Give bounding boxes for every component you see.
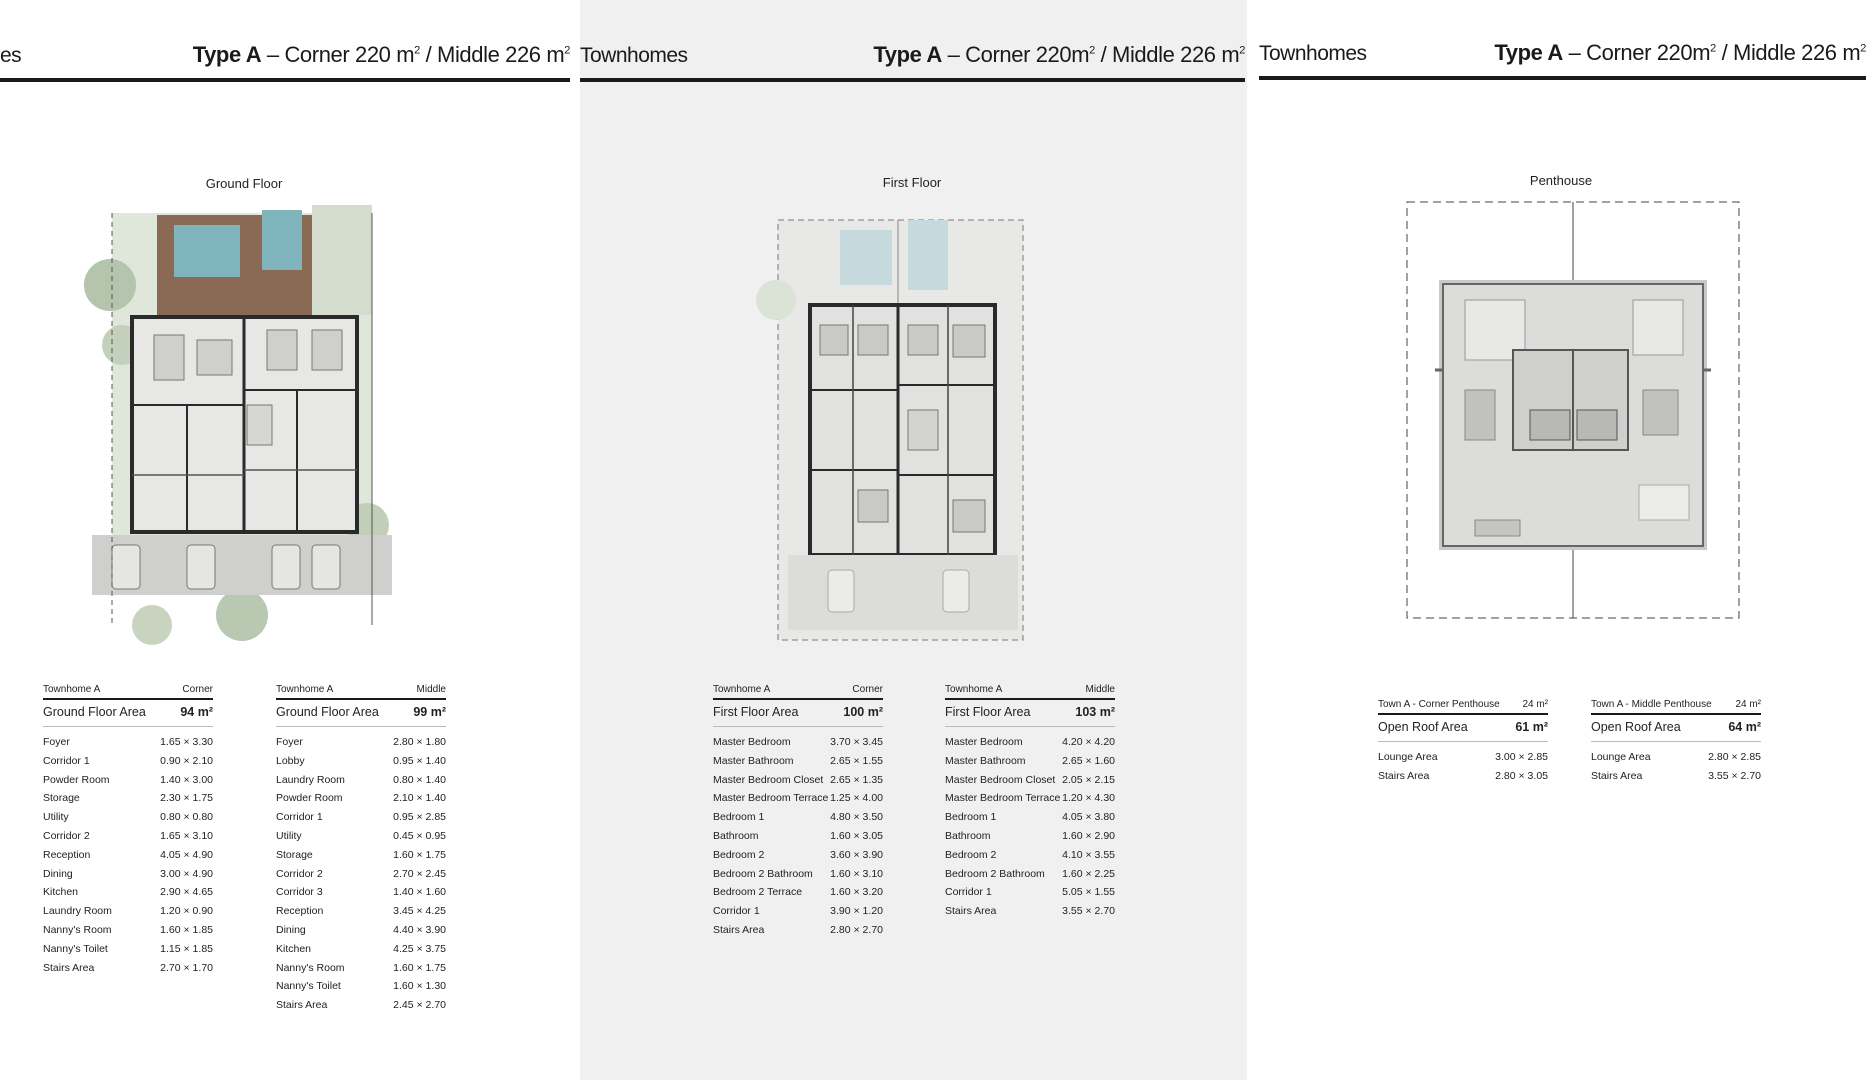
room-name: Kitchen bbox=[43, 886, 79, 899]
room-dimensions: 4.80 × 3.50 bbox=[830, 811, 883, 824]
room-dimensions: 2.05 × 2.15 bbox=[1062, 773, 1115, 786]
room-name: Powder Room bbox=[276, 792, 343, 805]
room-dimensions: 1.20 × 4.30 bbox=[1062, 792, 1115, 805]
room-dimensions: 1.15 × 1.85 bbox=[160, 942, 213, 955]
room-dimensions: 0.80 × 0.80 bbox=[160, 811, 213, 824]
room-dimensions: 1.60 × 3.05 bbox=[830, 829, 883, 842]
table-row bbox=[713, 808, 883, 827]
room-dimensions: 2.80 × 2.85 bbox=[1708, 751, 1761, 763]
spec-table-pent-corner: Town A - Corner Penthouse 24 m² Open Roof Area 61 m² Lounge Area 3.00 × 2.85 Stairs Area 2.80 × 3.05 bbox=[1378, 699, 1548, 786]
room-dimensions: 1.60 × 3.10 bbox=[830, 867, 883, 880]
table-row bbox=[276, 733, 446, 752]
room-name: Bathroom bbox=[945, 829, 991, 842]
room-name: Master Bedroom Terrace bbox=[945, 792, 1061, 805]
table-row bbox=[276, 752, 446, 771]
room-dimensions: 1.60 × 3.20 bbox=[830, 886, 883, 899]
spec-table-ground-corner: Townhome A Corner Ground Floor Area 94 m² Foyer 1.65 × 3.30 Corridor 1 0.90 × 2.10 Powder Room 1.40 × 3.00 Storage 2.30 × 1.75 Utility 0.80 × 0.80 Corridor 2 1.65 × 3.10 Reception 4.05 × 4.90 Dining 3.00 × 4.90 Kitchen 2.90 × 4.65 Laundry Room 1.20 × 0.90 Nanny's Room 1.60 × 1.85 Nanny's Toilet 1.15 × 1.85 Stairs Area 2.70 × 1.70 bbox=[43, 684, 213, 977]
room-dimensions: 3.55 × 2.70 bbox=[1708, 769, 1761, 782]
table-row bbox=[276, 940, 446, 959]
room-dimensions: 1.60 × 1.30 bbox=[393, 980, 446, 993]
ground-floor-plan bbox=[92, 205, 392, 650]
type-title: Type A – Corner $220m^2$ / Middle 226 $m^2$ bbox=[873, 42, 1245, 67]
room-dimensions: 1.65 × 3.10 bbox=[160, 829, 213, 842]
room-dimensions: 4.05 × 3.80 bbox=[1062, 811, 1115, 824]
ground-floor-panel bbox=[0, 0, 580, 1080]
table-row bbox=[713, 752, 883, 771]
penthouse-panel bbox=[1247, 0, 1866, 1080]
room-name: Lounge Area bbox=[1378, 751, 1438, 763]
room-name: Storage bbox=[43, 792, 80, 805]
page-header bbox=[1259, 38, 1866, 80]
room-name: Lounge Area bbox=[1591, 751, 1651, 763]
type-title: Type A – Corner 220 $m^2$ / Middle 226 $m^2$ bbox=[192, 42, 570, 67]
room-dimensions: 2.70 × 2.45 bbox=[393, 867, 446, 880]
room-dimensions: 1.65 × 3.30 bbox=[160, 736, 213, 748]
spec-table-ground-middle: Townhome A Middle Ground Floor Area 99 m² Foyer 2.80 × 1.80 Lobby 0.95 × 1.40 Laundry Room 0.80 × 1.40 Powder Room 2.10 × 1.40 Corridor 1 0.95 × 2.85 Utility 0.45 × 0.95 Storage 1.60 × 1.75 Corridor 2 2.70 × 2.45 Corridor 3 1.40 × 1.60 Reception 3.45 × 4.25 Dining 4.40 × 3.90 Kitchen 4.25 × 3.75 Nanny's Room 1.60 × 1.75 Nanny's Toilet 1.60 × 1.30 Stairs Area 2.45 × 2.70 bbox=[276, 684, 446, 1015]
room-name: Nanny's Room bbox=[43, 923, 112, 936]
room-name: Master Bedroom Closet bbox=[713, 773, 824, 786]
table-row bbox=[276, 977, 446, 996]
room-name: Stairs Area bbox=[276, 999, 328, 1012]
room-name: Kitchen bbox=[276, 942, 312, 955]
room-dimensions: 4.40 × 3.90 bbox=[393, 923, 446, 936]
room-name: Nanny's Toilet bbox=[276, 980, 341, 993]
room-dimensions: 2.10 × 1.40 bbox=[393, 792, 446, 805]
table-row bbox=[713, 921, 883, 940]
room-name: Bedroom 2 Terrace bbox=[713, 886, 803, 899]
room-dimensions: 1.25 × 4.00 bbox=[830, 792, 883, 805]
table-row bbox=[945, 865, 1115, 884]
table-row bbox=[276, 865, 446, 884]
plan-title: First Floor bbox=[882, 175, 942, 190]
room-name: Nanny's Toilet bbox=[43, 942, 108, 955]
plan-title: Ground Floor bbox=[205, 176, 283, 191]
table-row bbox=[945, 789, 1115, 808]
room-name: Dining bbox=[276, 923, 306, 936]
room-name: Laundry Room bbox=[276, 773, 345, 786]
room-name: Stairs Area bbox=[43, 961, 95, 974]
table-row bbox=[43, 865, 213, 884]
room-dimensions: 4.20 × 4.20 bbox=[1062, 736, 1115, 748]
room-dimensions: 3.60 × 3.90 bbox=[830, 848, 883, 861]
room-name: Bedroom 1 bbox=[945, 811, 997, 824]
room-dimensions: 1.60 × 2.90 bbox=[1062, 829, 1115, 842]
table-row bbox=[713, 789, 883, 808]
room-name: Corridor 2 bbox=[276, 867, 323, 880]
room-dimensions: 0.90 × 2.10 bbox=[160, 754, 213, 767]
table-row bbox=[713, 883, 883, 902]
first-floor-panel bbox=[580, 0, 1247, 1080]
table-row bbox=[713, 865, 883, 884]
room-name: Laundry Room bbox=[43, 905, 112, 918]
table-row bbox=[43, 940, 213, 959]
table-row bbox=[713, 846, 883, 865]
table-row bbox=[1591, 767, 1761, 786]
page-header bbox=[580, 40, 1245, 82]
table-row bbox=[945, 752, 1115, 771]
room-dimensions: 2.30 × 1.75 bbox=[160, 792, 213, 805]
table-row bbox=[276, 883, 446, 902]
room-dimensions: 2.65 × 1.60 bbox=[1062, 754, 1115, 767]
room-name: Powder Room bbox=[43, 773, 110, 786]
table-row bbox=[945, 733, 1115, 752]
room-dimensions: 0.80 × 1.40 bbox=[393, 773, 446, 786]
room-dimensions: 3.90 × 1.20 bbox=[830, 905, 883, 918]
room-dimensions: 1.60 × 2.25 bbox=[1062, 867, 1115, 880]
table-row bbox=[276, 846, 446, 865]
spec-table-pent-middle: Town A - Middle Penthouse 24 m² Open Roof Area 64 m² Lounge Area 2.80 × 2.85 Stairs Area 3.55 × 2.70 bbox=[1591, 699, 1761, 786]
room-name: Corridor 2 bbox=[43, 829, 90, 842]
table-row bbox=[276, 771, 446, 790]
room-name: Master Bathroom bbox=[945, 754, 1026, 767]
room-name: Stairs Area bbox=[1591, 769, 1643, 782]
page-header bbox=[0, 40, 570, 82]
room-dimensions: 3.00 × 4.90 bbox=[160, 867, 213, 880]
room-name: Corridor 1 bbox=[945, 886, 992, 899]
table-row bbox=[713, 771, 883, 790]
table-row bbox=[276, 789, 446, 808]
spec-table-first-middle: Townhome A Middle First Floor Area 103 m² Master Bedroom 4.20 × 4.20 Master Bathroom 2.65 × 1.60 Master Bedroom Closet 2.05 × 2.15 Master Bedroom Terrace 1.20 × 4.30 Bedroom 1 4.05 × 3.80 Bathroom 1.60 × 2.90 Bedroom 2 4.10 × 3.55 Bedroom 2 Bathroom 1.60 × 2.25 Corridor 1 5.05 × 1.55 Stairs Area 3.55 × 2.70 bbox=[945, 684, 1115, 921]
room-name: Corridor 1 bbox=[43, 754, 90, 767]
table-row bbox=[945, 771, 1115, 790]
room-name: Corridor 1 bbox=[276, 811, 323, 824]
room-dimensions: 2.90 × 4.65 bbox=[160, 886, 213, 899]
room-name: Bedroom 2 Bathroom bbox=[945, 867, 1045, 880]
room-dimensions: 0.45 × 0.95 bbox=[393, 829, 446, 842]
room-dimensions: 3.55 × 2.70 bbox=[1062, 905, 1115, 918]
table-row bbox=[43, 808, 213, 827]
table-row bbox=[43, 959, 213, 978]
penthouse-plan bbox=[1405, 200, 1745, 620]
plan-title: Penthouse bbox=[1529, 173, 1593, 188]
table-row bbox=[713, 733, 883, 752]
brand-label: Townhomes bbox=[1259, 42, 1367, 65]
table-row bbox=[945, 846, 1115, 865]
table-row bbox=[43, 789, 213, 808]
room-name: Master Bedroom bbox=[713, 736, 791, 748]
table-row bbox=[43, 846, 213, 865]
room-name: Bedroom 2 Bathroom bbox=[713, 867, 813, 880]
room-name: Storage bbox=[276, 848, 313, 861]
table-row bbox=[945, 883, 1115, 902]
room-name: Master Bedroom Closet bbox=[945, 773, 1056, 786]
room-dimensions: 2.45 × 2.70 bbox=[393, 999, 446, 1012]
table-row bbox=[43, 921, 213, 940]
table-row bbox=[945, 827, 1115, 846]
table-row bbox=[713, 827, 883, 846]
room-name: Reception bbox=[276, 905, 324, 918]
room-name: Utility bbox=[276, 829, 302, 842]
room-name: Foyer bbox=[43, 736, 70, 748]
table-row bbox=[276, 921, 446, 940]
spec-table-first-corner: Townhome A Corner First Floor Area 100 m² Master Bedroom 3.70 × 3.45 Master Bathroom 2.65 × 1.55 Master Bedroom Closet 2.65 × 1.35 Master Bedroom Terrace 1.25 × 4.00 Bedroom 1 4.80 × 3.50 Bathroom 1.60 × 3.05 Bedroom 2 3.60 × 3.90 Bedroom 2 Bathroom 1.60 × 3.10 Bedroom 2 Terrace 1.60 × 3.20 Corridor 1 3.90 × 1.20 Stairs Area 2.80 × 2.70 bbox=[713, 684, 883, 940]
room-name: Bedroom 2 bbox=[713, 848, 765, 861]
table-row bbox=[43, 733, 213, 752]
room-dimensions: 4.05 × 4.90 bbox=[160, 848, 213, 861]
room-dimensions: 4.10 × 3.55 bbox=[1062, 848, 1115, 861]
room-dimensions: 3.45 × 4.25 bbox=[393, 905, 446, 918]
room-dimensions: 1.40 × 3.00 bbox=[160, 773, 213, 786]
brand-label: Townhomes bbox=[580, 44, 688, 67]
table-row bbox=[276, 827, 446, 846]
table-row bbox=[43, 827, 213, 846]
room-dimensions: 1.20 × 0.90 bbox=[160, 905, 213, 918]
room-dimensions: 2.65 × 1.35 bbox=[830, 773, 883, 786]
table-row bbox=[713, 902, 883, 921]
table-row bbox=[1591, 748, 1761, 767]
room-dimensions: 0.95 × 1.40 bbox=[393, 754, 446, 767]
room-dimensions: 0.95 × 2.85 bbox=[393, 811, 446, 824]
room-name: Utility bbox=[43, 811, 69, 824]
room-dimensions: 2.80 × 2.70 bbox=[830, 923, 883, 936]
room-name: Stairs Area bbox=[945, 905, 997, 918]
table-row bbox=[945, 902, 1115, 921]
room-dimensions: 3.70 × 3.45 bbox=[830, 736, 883, 748]
room-name: Dining bbox=[43, 867, 73, 880]
room-name: Reception bbox=[43, 848, 91, 861]
table-row bbox=[43, 902, 213, 921]
brand-label: es bbox=[0, 44, 22, 67]
room-name: Corridor 3 bbox=[276, 886, 323, 899]
room-name: Master Bedroom bbox=[945, 736, 1023, 748]
room-name: Bedroom 1 bbox=[713, 811, 765, 824]
table-row bbox=[43, 883, 213, 902]
room-name: Lobby bbox=[276, 754, 305, 767]
room-dimensions: 2.70 × 1.70 bbox=[160, 961, 213, 974]
table-row bbox=[1378, 748, 1548, 767]
table-row bbox=[945, 808, 1115, 827]
type-title: Type A – Corner $220m^2$ / Middle 226 $m^2$ bbox=[1494, 40, 1866, 65]
room-dimensions: 2.65 × 1.55 bbox=[830, 754, 883, 767]
room-name: Foyer bbox=[276, 736, 303, 748]
room-name: Stairs Area bbox=[1378, 769, 1430, 782]
table-row bbox=[276, 808, 446, 827]
room-name: Stairs Area bbox=[713, 923, 765, 936]
room-dimensions: 4.25 × 3.75 bbox=[393, 942, 446, 955]
room-name: Bathroom bbox=[713, 829, 759, 842]
table-row bbox=[1378, 767, 1548, 786]
room-dimensions: 3.00 × 2.85 bbox=[1495, 751, 1548, 763]
room-name: Nanny's Room bbox=[276, 961, 345, 974]
room-dimensions: 1.40 × 1.60 bbox=[393, 886, 446, 899]
first-floor-plan bbox=[758, 210, 1038, 655]
room-dimensions: 1.60 × 1.85 bbox=[160, 923, 213, 936]
table-row bbox=[43, 752, 213, 771]
room-dimensions: 2.80 × 3.05 bbox=[1495, 769, 1548, 782]
table-row bbox=[276, 902, 446, 921]
table-row bbox=[43, 771, 213, 790]
table-row bbox=[276, 959, 446, 978]
room-name: Corridor 1 bbox=[713, 905, 760, 918]
room-dimensions: 2.80 × 1.80 bbox=[393, 736, 446, 748]
room-name: Bedroom 2 bbox=[945, 848, 997, 861]
room-name: Master Bathroom bbox=[713, 754, 794, 767]
room-dimensions: 1.60 × 1.75 bbox=[393, 848, 446, 861]
table-row bbox=[276, 996, 446, 1015]
room-dimensions: 1.60 × 1.75 bbox=[393, 961, 446, 974]
room-dimensions: 5.05 × 1.55 bbox=[1062, 886, 1115, 899]
room-name: Master Bedroom Terrace bbox=[713, 792, 829, 805]
